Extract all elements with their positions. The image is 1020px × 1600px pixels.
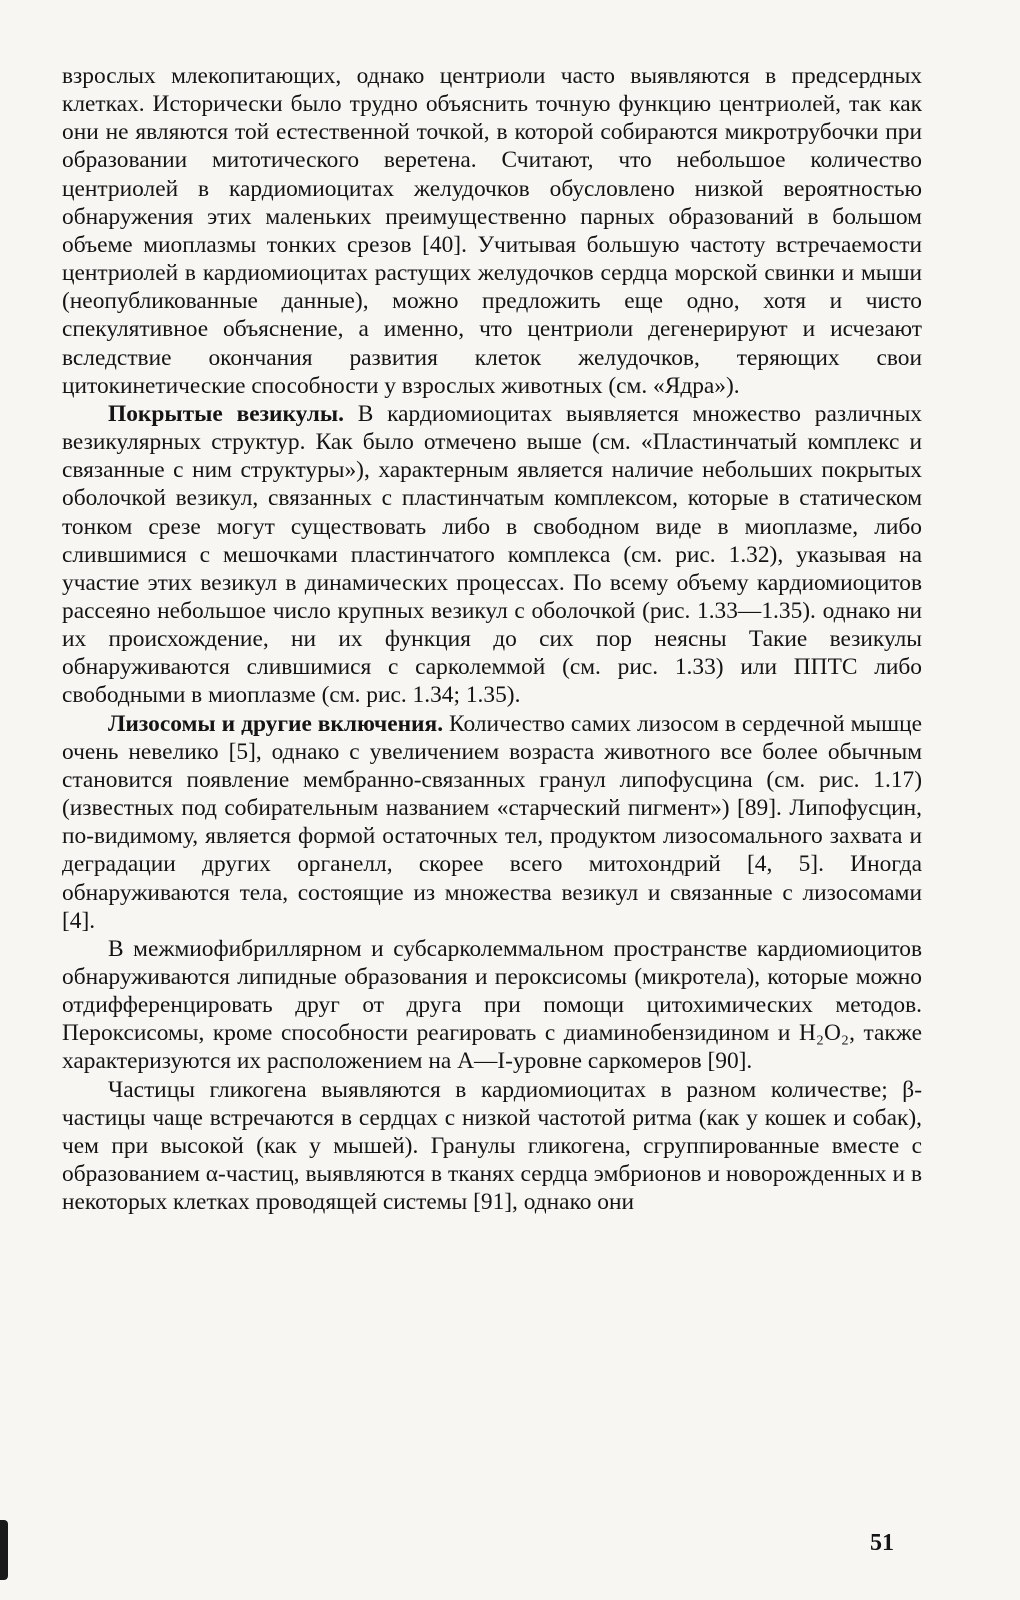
- page-number: 51: [870, 1530, 894, 1556]
- paragraph-coated-vesicles: [62, 400, 922, 710]
- paragraph-text: Количество самих лизосом в сердечной мышце очень невелико [5], однако с увеличением возраста животного все более обычным становится появление мембранно-связанных гранул липофусцина (см. рис. 1.17) (известных под собирательным названием «старческий пигмент») [89]. Липофусцин, по-видимому, является формой остаточных тел, продуктом лизосомального захвата и деградации других органелл, скорее всего митохондрий [4, 5]. Иногда обнаруживаются тела, состоящие из множества везикул и связанные с лизосомами [4].: [62, 710, 922, 934]
- body-text: [62, 62, 922, 1216]
- paragraph-text: В межмиофибриллярном и субсарколеммальном пространстве кардиомиоцитов обнаруживаются липидные образования и пероксисомы (микротела), которые можно отдифференцировать друг от друга при помощи цитохимических методов. Пероксисомы, кроме способности реагировать с диаминобензидином и H₂O₂, также характеризуются их расположением на A—I-уровне саркомеров [90].: [62, 935, 922, 1075]
- paragraph-text: Частицы гликогена выявляются в кардиомиоцитах в разном количестве; β-частицы чаще встречаются в сердцах с низкой частотой ритма (как у кошек и собак), чем при высокой (как у мышей). Гранулы гликогена, сгруппированные вместе с образованием α-частиц, выявляются в тканях сердца эмбрионов и новорожденных и в некоторых клетках проводящей системы [91], однако они: [62, 1076, 922, 1216]
- scan-edge-mark: [0, 1520, 8, 1580]
- paragraph-centrioles: [62, 62, 922, 400]
- paragraph-lysosomes: [62, 710, 922, 935]
- paragraph-peroxisomes: [62, 935, 922, 1076]
- paragraph-text: взрослых млекопитающих, однако центриоли часто выявляются в предсердных клетках. Исторически было трудно объяснить точную функцию центриолей, так как они не являются той естественной точкой, в которой собираются микротрубочки при образовании митотического веретена. Считают, что небольшое количество центриолей в кардиомиоцитах желудочков обусловлено низкой вероятностью обнаружения этих маленьких преимущественно парных образований в большом объеме миоплазмы тонких срезов [40]. Учитывая большую частоту встречаемости центриолей в кардиомиоцитах растущих желудочков сердца морской свинки и мыши (неопубликованные данные), можно предложить еще одно, хотя и чисто спекулятивное объяснение, а именно, что центриоли дегенерируют и исчезают вследствие окончания развития клеток желудочков, теряющих свои цитокинетические способности у взрослых животных (см. «Ядра»).: [62, 63, 922, 399]
- paragraph-text: В кардиомиоцитах выявляется множество различных везикулярных структур. Как было отмечено выше (см. «Пластинчатый комплекс и связанные с ним структуры»), характерным является наличие небольших покрытых оболочкой везикул, связанных с пластинчатым комплексом, которые в статическом тонком срезе могут существовать либо в свободном виде в миоплазме, либо слившимися с мешочками пластинчатого комплекса (см. рис. 1.32), указывая на участие этих везикул в динамических процессах. По всему объему кардиомиоцитов рассеяно небольшое число крупных везикул с оболочкой (рис. 1.33—1.35). однако ни их происхождение, ни их функция до сих пор неясны Такие везикулы обнаруживаются слившимися с сарколеммой (см. рис. 1.33) или ППТС либо свободными в миоплазме (см. рис. 1.34; 1.35).: [62, 400, 922, 709]
- paragraph-glycogen: [62, 1076, 922, 1217]
- section-heading-coated-vesicles: Покрытые везикулы.: [108, 400, 344, 427]
- section-heading-lysosomes: Лизосомы и другие включения.: [108, 710, 444, 737]
